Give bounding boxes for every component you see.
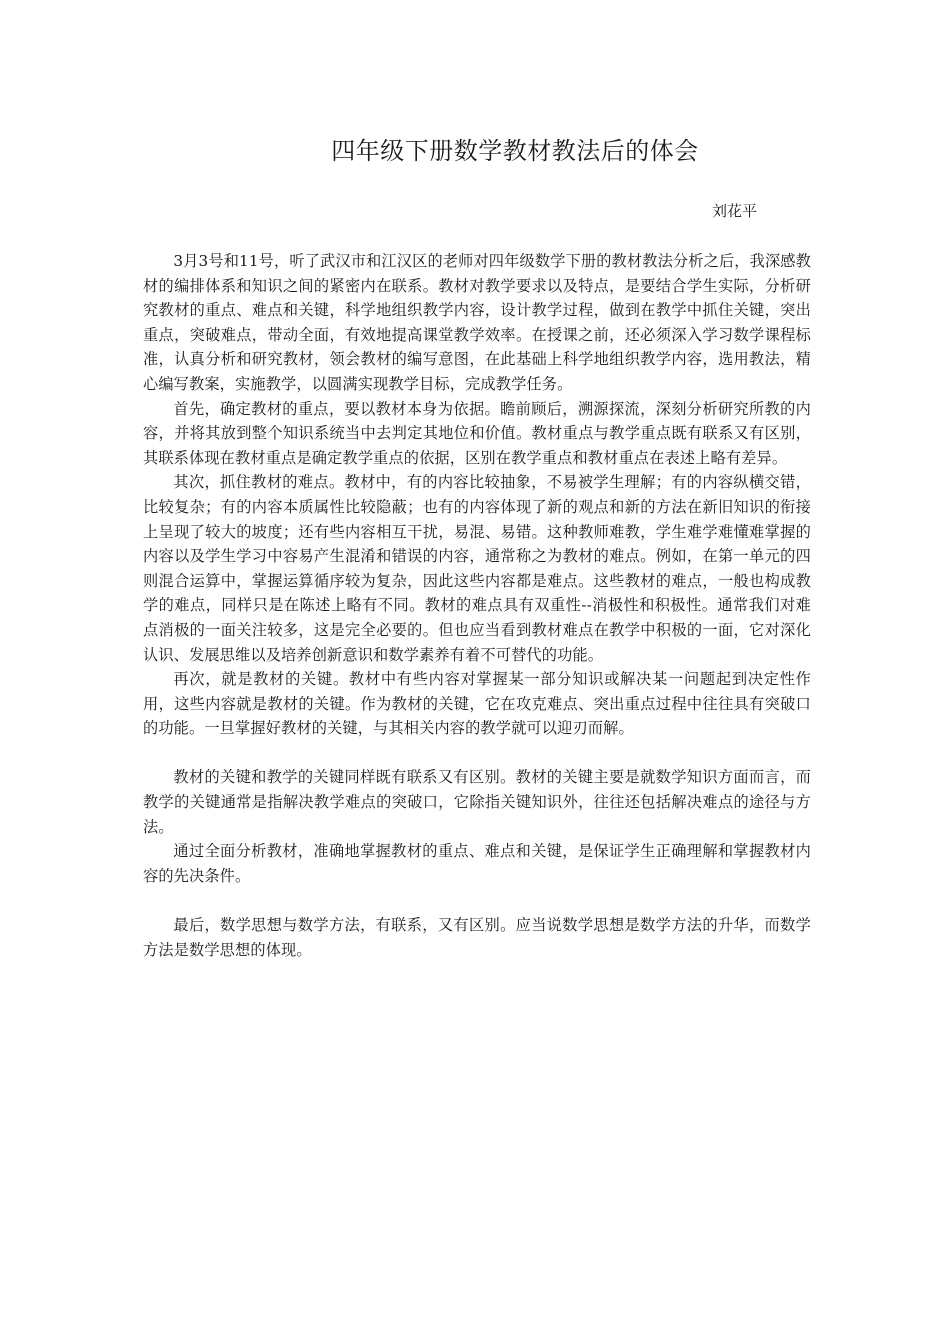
author-name: 刘花平 [712,202,758,220]
paragraph-key-comparison: 教材的关键和教学的关键同样既有联系又有区别。教材的关键主要是就数学知识方面而言，而教学的关键通常是指解决教学难点的突破口，它除指关键知识外，往往还包括解决难点的途径与方法。 [143,768,811,836]
paragraph-key-elements: 再次，就是教材的关键。教材中有些内容对掌握某一部分知识或解决某一问题起到决定性作用，这些内容就是教材的关键。作为教材的关键，它在攻克难点、突出重点过程中往往具有突破口的功能。一旦掌握好教材的关键，与其相关内容的教学就可以迎刃而解。 [143,670,811,738]
document-title: 四年级下册数学教材教法后的体会 [331,137,699,165]
paragraph-key-points: 首先，确定教材的重点，要以教材本身为依据。瞻前顾后，溯源探流，深刻分析研究所教的内容，并将其放到整个知识系统当中去判定其地位和价值。教材重点与教学重点既有联系又有区别，其联系体现在教材重点是确定教学重点的依据，区别在教学重点和教材重点在表述上略有差异。 [143,399,811,467]
paragraph-conclusion: 最后，数学思想与数学方法，有联系，又有区别。应当说数学思想是数学方法的升华，而数学方法是数学思想的体现。 [143,916,811,959]
paragraph-intro: 3月3号和11号，听了武汉市和江汉区的老师对四年级数学下册的教材教法分析之后，我深感教材的编排体系和知识之间的紧密内在联系。教材对教学要求以及特点，是要结合学生实际，分析研究教材的重点、难点和关键，科学地组织教学内容，设计教学过程，做到在教学中抓住关键，突出重点，突破难点，带动全面，有效地提高课堂教学效率。在授课之前，还必须深入学习数学课程标准，认真分析和研究教材，领会教材的编写意图，在此基础上科学地组织教学内容，选用教法，精心编写教案，实施教学，以圆满实现教学目标，完成教学任务。 [143,252,811,393]
paragraph-analysis: 通过全面分析教材，准确地掌握教材的重点、难点和关键，是保证学生正确理解和掌握教材内容的先决条件。 [143,842,811,885]
paragraph-difficulties: 其次，抓住教材的难点。教材中，有的内容比较抽象，不易被学生理解；有的内容纵横交错，比较复杂；有的内容本质属性比较隐蔽；也有的内容体现了新的观点和新的方法在新旧知识的衔接上呈现了较大的坡度；还有些内容相互干扰，易混、易错。这种教师难教，学生难学难懂难掌握的内容以及学生学习中容易产生混淆和错误的内容，通常称之为教材的难点。例如，在第一单元的四则混合运算中，掌握运算循序较为复杂，因此这些内容都是难点。这些教材的难点，一般也构成教学的难点，同样只是在陈述上略有不同。教材的难点具有双重性--消极性和积极性。通常我们对难点消极的一面关注较多，这是完全必要的。但也应当看到教材难点在教学中积极的一面，它对深化认识、发展思维以及培养创新意识和数学素养有着不可替代的功能。 [143,473,811,664]
document-body [143,249,811,962]
